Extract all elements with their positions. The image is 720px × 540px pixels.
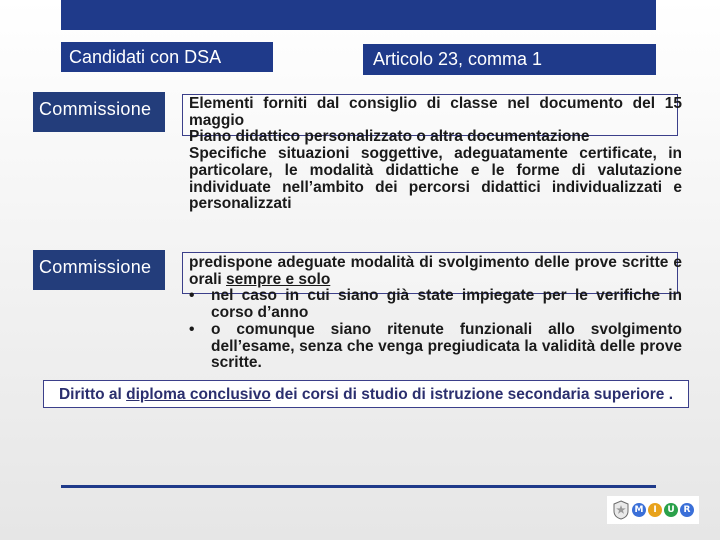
bullet-icon: • xyxy=(189,320,195,338)
paragraph-piano: Piano didattico personalizzato o altra documentazione xyxy=(189,128,590,146)
header-articolo xyxy=(363,44,656,75)
bullet-text: o comunque siano ritenute funzionali allo svolgimento dell’esame, senza che venga pregiudicata la validità delle prove scritte. xyxy=(211,320,682,372)
side-label-commissione-2: Commissione xyxy=(33,250,165,290)
bullet-item xyxy=(189,288,682,321)
paragraph-predispone xyxy=(189,255,682,288)
side-label-commissione-1: Commissione xyxy=(33,92,165,132)
text-block-2 xyxy=(189,255,682,372)
footer-text xyxy=(43,384,689,406)
bullet-item xyxy=(189,322,682,372)
header-articolo-label: Articolo 23, comma 1 xyxy=(373,49,543,69)
text-block-1 xyxy=(189,96,682,213)
bottom-divider xyxy=(61,485,656,488)
emblem-icon xyxy=(612,500,630,520)
miur-logo-letter: U xyxy=(664,503,678,517)
header-candidati xyxy=(61,42,273,72)
bullet-icon: • xyxy=(189,287,195,305)
paragraph-elementi: Elementi forniti dal consiglio di classe nel documento del 15 maggio xyxy=(189,95,682,129)
paragraph-specifiche: Specifiche situazioni soggettive, adeguatamente certificate, in particolare, le modalità didattiche e le forme di valutazione individuate nell’ambito dei percorsi didattici individualizzati e personalizzati xyxy=(189,145,682,213)
bullet-text: nel caso in cui siano già state impiegate per le verifiche in corso d’anno xyxy=(211,287,682,322)
header-candidati-label: Candidati con DSA xyxy=(69,46,222,67)
top-banner xyxy=(61,0,656,30)
footer-underlined: diploma conclusivo xyxy=(126,386,271,403)
miur-logo-letter: M xyxy=(632,503,646,517)
footer-before: Diritto al xyxy=(58,386,127,403)
predispone-text: predispone adeguate modalità di svolgimento delle prove scritte e orali xyxy=(189,254,682,288)
footer-after: dei corsi di studio di istruzione secondaria superiore . xyxy=(270,386,674,403)
sempre-e-solo: sempre e solo xyxy=(226,270,331,288)
logo-strip xyxy=(607,496,699,524)
miur-logo-letter: R xyxy=(680,503,694,517)
miur-logo-letter: I xyxy=(648,503,662,517)
